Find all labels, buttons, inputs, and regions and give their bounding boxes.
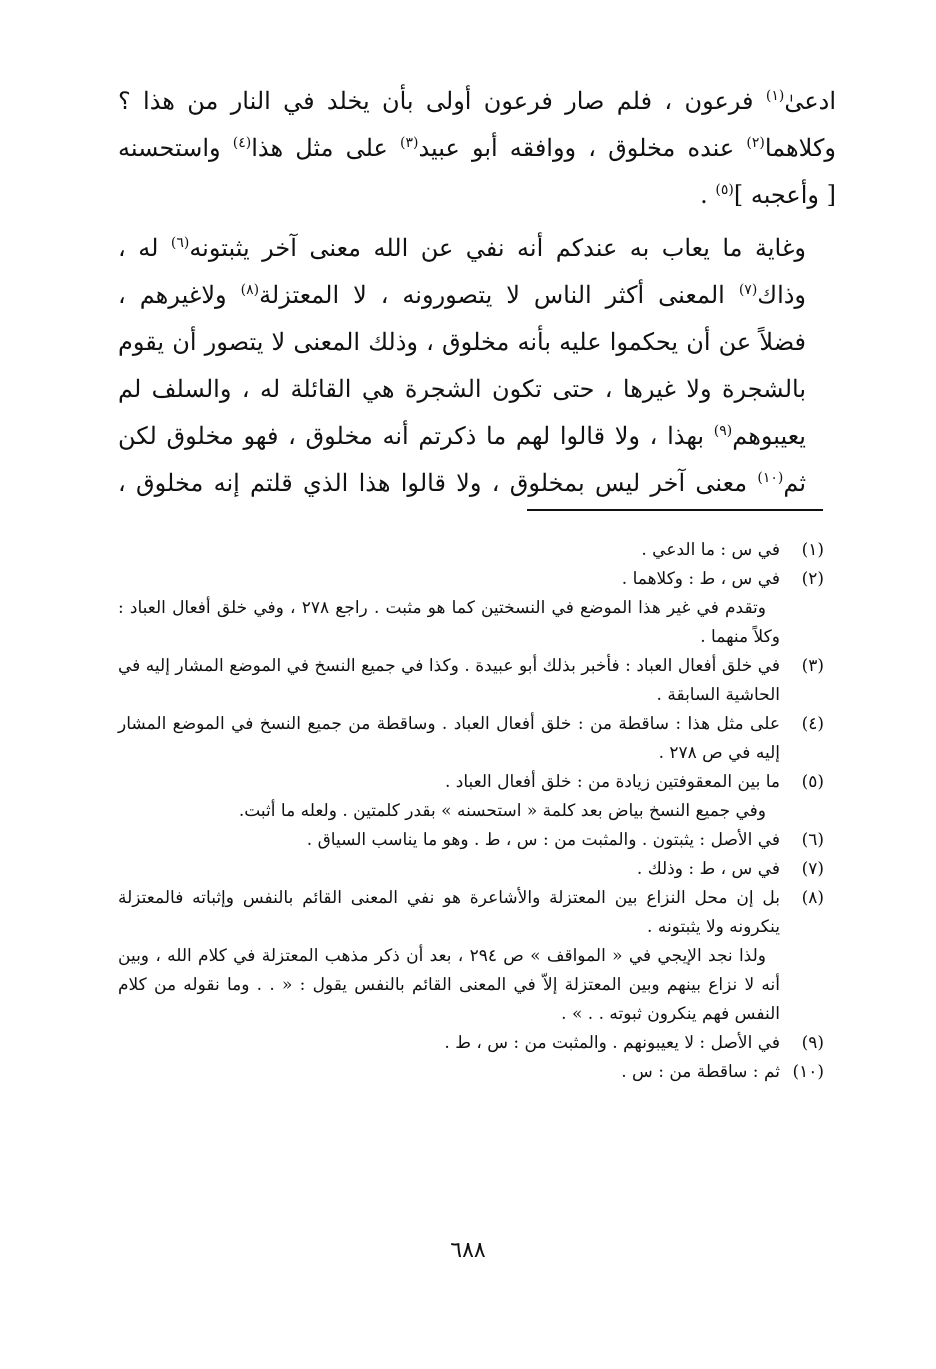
footnote-text: في الأصل : لا يعيبونهم . والمثبت من : س ، ط .	[444, 1033, 780, 1053]
footnote-text: في س ، ط : وكلاهما .	[621, 569, 780, 589]
paragraph-1	[118, 78, 836, 219]
footnote-number: (١٠)	[792, 1062, 824, 1082]
footnote-continuation: ولذا نجد الإيجي في « المواقف » ص ٢٩٤ ، بعد أن ذكر مذهب المعتزلة في كلام الله ، وبين أنه لا نزاع بينهم وبين المعتزلة إلاّ في المعنى القائم بالنفس يقول : « . . وما نقوله من كلام النفس فهم ينكرون ثبوته . . » .	[118, 946, 780, 1024]
text-line: وذاك$^{(٧)}$ المعنى أكثر الناس لا يتصورونه ، لا المعتزلة$^{(٨)}$ ولاغيرهم ،	[118, 281, 807, 309]
footnote-ref: (٥)	[715, 182, 734, 198]
footnote-item	[118, 536, 824, 565]
footnote-item	[118, 1029, 824, 1058]
footnote-ref: (٧)	[738, 282, 758, 298]
page-number: ٦٨٨	[450, 1238, 486, 1263]
footnote-continuation: وفي جميع النسخ بياض بعد كلمة « استحسنه » بقدر كلمتين . ولعله ما أثبت.	[238, 801, 766, 821]
footnote-separator	[527, 509, 823, 511]
text-line: [ وأعجبه ]$^{(٥)}$ .	[700, 181, 836, 209]
text-line: ادعىٰ$^{(١)}$ فرعون ، فلم صار فرعون أولى بأن يخلد في النار من هذا ؟	[118, 87, 836, 115]
footnote-text: على مثل هذا : ساقطة من : خلق أفعال العباد . وساقطة من جميع النسخ في الموضع المشار إليه في ص ٢٧٨ .	[118, 714, 780, 763]
footnote-item	[118, 710, 824, 768]
footnote-text: ما بين المعقوفتين زيادة من : خلق أفعال العباد .	[444, 772, 780, 792]
footnote-text: ثم : ساقطة من : س .	[621, 1062, 780, 1082]
footnote-item	[118, 1058, 824, 1087]
paragraph-2	[118, 225, 836, 507]
text-line: يعيبوهم$^{(٩)}$ بهذا ، ولا قالوا لهم ما ذكرتم أنه مخلوق ، فهو مخلوق لكن	[118, 422, 806, 450]
main-text	[118, 78, 836, 507]
text-line: بالشجرة ولا غيرها ، حتى تكون الشجرة هي القائلة له ، والسلف لم	[118, 375, 806, 403]
footnote-text: في س ، ط : وذلك .	[636, 859, 780, 879]
footnote-item	[118, 652, 824, 710]
footnote-ref: (١)	[765, 88, 785, 104]
footnote-ref: (٩)	[713, 423, 733, 439]
text-line: وكلاهما$^{(٢)}$ عنده مخلوق ، ووافقه أبو عبيد$^{(٣)}$ على مثل هذا$^{(٤)}$ واستحسنه	[118, 134, 837, 162]
footnote-continuation: وتقدم في غير هذا الموضع في النسختين كما هو مثبت . راجع ٢٧٨ ، وفي خلق أفعال العباد : وكلاً منهما .	[118, 598, 780, 647]
footnote-ref: (٢)	[746, 135, 765, 151]
footnote-text: بل إن محل النزاع بين المعتزلة والأشاعرة هو نفي المعنى القائم بالنفس وإثباته فالمعتزلة ينكرونه ولا يثبتونه .	[118, 888, 780, 937]
footnote-number: (١)	[801, 540, 824, 560]
footnote-text: في الأصل : يثبتون . والمثبت من : س ، ط . وهو ما يناسب السياق .	[306, 830, 780, 850]
footnote-number: (٧)	[801, 859, 824, 879]
footnote-number: (٢)	[801, 569, 824, 589]
text-line: ثم$^{(١٠)}$ معنى آخر ليس بمخلوق ، ولا قالوا هذا الذي قلتم إنه مخلوق ،	[118, 469, 806, 497]
text-line: فضلاً عن أن يحكموا عليه بأنه مخلوق ، وذلك المعنى لا يتصور أن يقوم	[118, 328, 806, 356]
footnote-number: (٦)	[801, 830, 824, 850]
text-line: وغاية ما يعاب به عندكم أنه نفي عن الله معنى آخر يثبتونه$^{(٦)}$ له ،	[118, 234, 806, 262]
footnotes	[118, 536, 824, 1087]
footnote-item	[118, 768, 824, 797]
footnote-ref: (٤)	[232, 135, 252, 151]
footnote-text: في س : ما الدعي .	[641, 540, 780, 560]
footnote-item	[118, 826, 824, 855]
footnote-ref: (٨)	[240, 282, 260, 298]
footnote-ref: (٦)	[170, 235, 190, 251]
footnote-item	[118, 855, 824, 884]
footnote-number: (٥)	[801, 772, 824, 792]
footnote-number: (٤)	[801, 714, 824, 734]
footnote-number: (٨)	[801, 888, 824, 908]
footnote-ref: (١٠)	[757, 470, 784, 486]
footnote-ref: (٣)	[399, 135, 419, 151]
footnote-item	[118, 884, 824, 942]
footnote-number: (٣)	[801, 656, 824, 676]
footnote-item	[118, 565, 824, 594]
footnote-number: (٩)	[801, 1033, 824, 1053]
footnote-text: في خلق أفعال العباد : فأخبر بذلك أبو عبيدة . وكذا في جميع النسخ في الموضع المشار إليه في الحاشية السابقة .	[118, 656, 780, 705]
